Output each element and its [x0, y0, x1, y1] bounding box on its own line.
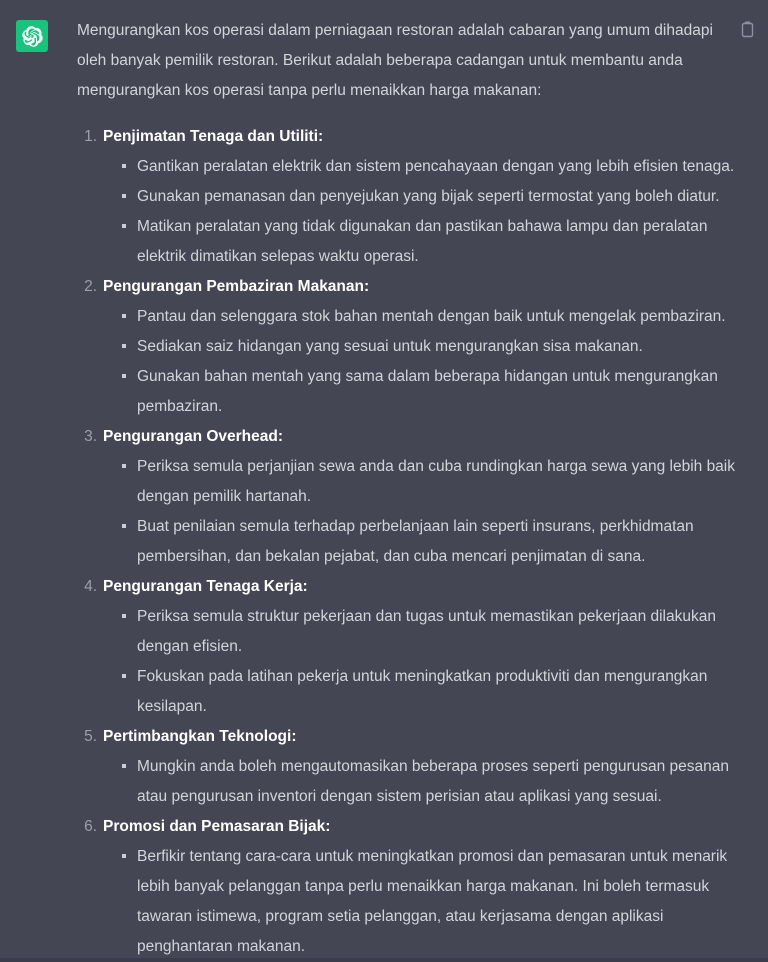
list-item: Periksa semula perjanjian sewa anda dan cuba rundingkan harga sewa yang lebih baik dengan pemilik hartanah.: [120, 452, 754, 512]
message-content: [77, 16, 754, 962]
copy-message-button[interactable]: [736, 21, 758, 45]
list-item: Periksa semula struktur pekerjaan dan tugas untuk memastikan pekerjaan dilakukan dengan efisien.: [120, 602, 754, 662]
list-item: [77, 122, 754, 272]
list-item: [77, 722, 754, 812]
list-item: [77, 272, 754, 422]
list-item: Gunakan pemanasan dan penyejukan yang bijak seperti termostat yang boleh diatur.: [120, 182, 754, 212]
sub-list: [103, 842, 754, 962]
sub-list: [103, 152, 754, 272]
sub-list: [103, 452, 754, 572]
openai-logo-icon: [22, 26, 43, 47]
step-title: Pengurangan Tenaga Kerja:: [103, 578, 308, 595]
sub-list: [103, 602, 754, 722]
list-item: Gantikan peralatan elektrik dan sistem pencahayaan dengan yang lebih efisien tenaga.: [120, 152, 754, 182]
list-item: Buat penilaian semula terhadap perbelanjaan lain seperti insurans, perkhidmatan pembersihan, dan bekalan pejabat, dan cuba mencari penjimatan di sana.: [120, 512, 754, 572]
step-title: Penjimatan Tenaga dan Utiliti:: [103, 128, 324, 145]
sub-list: [103, 752, 754, 812]
list-item: Berfikir tentang cara-cara untuk meningkatkan promosi dan pemasaran untuk menarik lebih banyak pelanggan tanpa perlu menaikkan harga makanan. Ini boleh termasuk tawaran istimewa, program setia pelanggan, atau kerjasama dengan aplikasi penghantaran makanan.: [120, 842, 754, 962]
suggestions-list: [77, 122, 754, 962]
list-item: Fokuskan pada latihan pekerja untuk meningkatkan produktiviti dan mengurangkan kesilapan.: [120, 662, 754, 722]
bottom-divider: [0, 958, 768, 962]
step-title: Pertimbangkan Teknologi:: [103, 728, 297, 745]
avatar: [16, 20, 48, 52]
message-row: [0, 16, 768, 962]
list-item: Sediakan saiz hidangan yang sesuai untuk mengurangkan sisa makanan.: [120, 332, 754, 362]
intro-paragraph: Mengurangkan kos operasi dalam perniagaan restoran adalah cabaran yang umum dihadapi oleh banyak pemilik restoran. Berikut adalah beberapa cadangan untuk membantu anda mengurangkan kos operasi tanpa perlu menaikkan harga makanan:: [77, 22, 713, 99]
list-item: Mungkin anda boleh mengautomasikan beberapa proses seperti pengurusan pesanan atau pengurusan inventori dengan sistem perisian atau aplikasi yang sesuai.: [120, 752, 754, 812]
list-item: Gunakan bahan mentah yang sama dalam beberapa hidangan untuk mengurangkan pembaziran.: [120, 362, 754, 422]
step-title: Promosi dan Pemasaran Bijak:: [103, 818, 331, 835]
list-item: Pantau dan selenggara stok bahan mentah dengan baik untuk mengelak pembaziran.: [120, 302, 754, 332]
clipboard-copy-icon: [740, 21, 755, 41]
step-title: Pengurangan Pembaziran Makanan:: [103, 278, 370, 295]
list-item: [77, 812, 754, 962]
list-item: Matikan peralatan yang tidak digunakan dan pastikan bahawa lampu dan peralatan elektrik dimatikan selepas waktu operasi.: [120, 212, 754, 272]
list-item: [77, 572, 754, 722]
sub-list: [103, 302, 754, 422]
step-title: Pengurangan Overhead:: [103, 428, 284, 445]
list-item: [77, 422, 754, 572]
